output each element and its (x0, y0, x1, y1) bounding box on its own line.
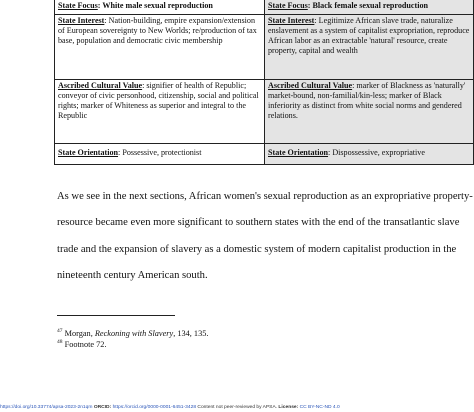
col2-state-interest-cell: State Interest: Legitimize African slave trade, naturalize enslavement as a system of capitalist expropriation, reproduce African labor as an extractable 'natural' resource, create property, capital and wealth (265, 15, 473, 80)
footnote-divider (57, 315, 175, 316)
orientation-label: State Orientation (58, 148, 119, 157)
col1-state-interest-cell: State Interest: Nation-building, empire expansion/extension of European sovereignty to New Worlds; re/production of tax base, population and democratic civic membership (55, 15, 265, 80)
footnote-title: Reckoning with Slavery (94, 329, 174, 338)
footnote-pages: , 134, 135. (173, 329, 209, 338)
comparison-table (54, 0, 474, 165)
body-paragraph: As we see in the next sections, African women's sexual reproduction as an expropriative property-resource became even more significant to southern states with the end of the transatlantic slave trade and the expansion of slavery as a domestic system of modern capitalist production in the nineteenth century American south. (57, 191, 473, 281)
state-focus-value: White male sexual reproduction (102, 1, 213, 10)
doi-link[interactable]: https://doi.org/10.33774/apsa-2023-2n1qm (0, 405, 93, 410)
col2-cultural-value-cell: Ascribed Cultural Value: marker of Blackness as 'naturally' market-bound, non-familial/kin-less; marker of Black inferiority as distinct from white social norms and gendered relations. (265, 80, 473, 144)
state-focus-value: Black female sexual reproduction (312, 1, 428, 10)
footnote-text: Morgan, (62, 329, 95, 338)
preprint-footer (0, 404, 474, 412)
cultural-value-label: Ascribed Cultural Value (268, 81, 353, 90)
license-label: License: (278, 405, 299, 410)
orientation-value: Dispossessive, expropriative (332, 148, 425, 157)
state-interest-label: State Interest (58, 16, 105, 25)
orcid-link[interactable]: https://orcid.org/0000-0001-6451-3428 (112, 405, 197, 410)
state-focus-label: State Focus (268, 1, 308, 10)
col1-state-focus-cell: State Focus: White male sexual reproduction (55, 0, 265, 15)
col1-orientation-cell: State Orientation: Possessive, protectionist (55, 144, 265, 164)
footnote-number: 48 (57, 339, 63, 346)
footnote-item (57, 328, 467, 339)
footnote-text: Footnote 72. (62, 340, 107, 349)
state-interest-value: Nation-building, empire expansion/extension of European sovereignty to New Worlds; re/production of tax base, population and democratic civic membership (58, 16, 257, 45)
cultural-value-value: signifier of health of Republic; conveyor of civic personhood, citizenship, social and political rights; marker of Whiteness as superior and integral to the Republic (58, 81, 259, 120)
col2-orientation-cell: State Orientation: Dispossessive, expropriative (265, 144, 473, 164)
license-link[interactable]: CC BY-NC-ND 4.0 (299, 405, 340, 410)
col2-state-focus-cell: State Focus: Black female sexual reproduction (265, 0, 473, 15)
cultural-value-value: marker of Blackness as 'naturally' market-bound, non-familial/kin-less; marker of Black inferiority as distinct from white social norms and gendered relations. (268, 81, 466, 120)
peer-review-notice: Content not peer-reviewed by APSA. (197, 405, 278, 410)
col1-cultural-value-cell: Ascribed Cultural Value: signifier of health of Republic; conveyor of civic personhood, citizenship, social and political rights; marker of Whiteness as superior and integral to the Republic (55, 80, 265, 144)
orientation-label: State Orientation (268, 148, 329, 157)
cultural-value-label: Ascribed Cultural Value (58, 81, 143, 90)
state-interest-value: Legitimize African slave trade, naturalize enslavement as a system of capitalist expropriation, reproduce African labor as an extractable 'natural' resource, create property, capital and wealth (268, 16, 470, 55)
orcid-label: ORCID: (93, 405, 112, 410)
footnote-number: 47 (57, 328, 63, 335)
footnote-item (57, 339, 467, 350)
state-focus-label: State Focus (58, 1, 98, 10)
orientation-value: Possessive, protectionist (122, 148, 202, 157)
state-interest-label: State Interest (268, 16, 315, 25)
footnotes (57, 328, 467, 350)
